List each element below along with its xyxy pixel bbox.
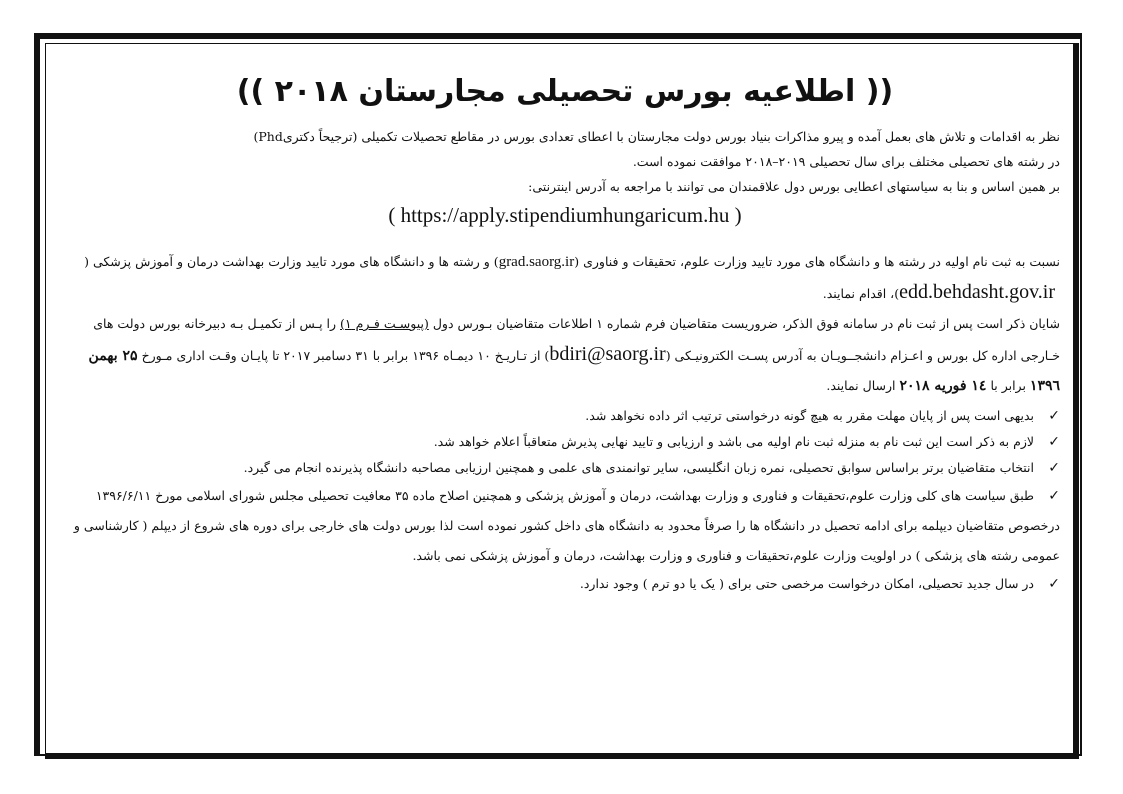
note-item: ✓لازم به ذکر است این ثبت نام به منزله ثبت نام اولیه می باشد و ارزیابی و تایید نهایی پذیرش متعاقباً اعلام خواهد شد. bbox=[70, 429, 1060, 455]
deadline-date-gregorian: ۱٤ فوریه ۲۰۱۸ bbox=[899, 378, 987, 394]
email-address[interactable]: bdiri@saorg.ir bbox=[549, 343, 666, 365]
deadline-date-persian: ۲۵ بهمن ۱۳۹٦ bbox=[88, 348, 1060, 394]
registration-text-3: )، اقدام نمایند. bbox=[822, 286, 900, 301]
submission-text-3: ) از تـاریـخ ۱۰ دیمـاه ۱۳۹۶ برابر با ۳۱ دسامبر ۲۰۱۷ تا پایـان وقـت اداری مـورخ bbox=[141, 348, 550, 363]
notes-list bbox=[70, 403, 1060, 597]
submission-text-1: شایان ذکر است پس از ثبت نام در سامانه فوق الذکر، ضروریست متقاضیان فرم شماره ۱ اطلاعات متقاضیان بـورس دول bbox=[432, 316, 1060, 331]
announcement-title: (( اطلاعیه بورس تحصیلی مجارستان ۲۰۱۸ )) bbox=[236, 74, 894, 109]
check-mark-icon: ✓ bbox=[1048, 576, 1060, 592]
check-mark-icon: ✓ bbox=[1048, 434, 1060, 450]
submission-text-2: را پـس از تکمیـل بـه دبیرخانه بورس دولت های خـارجی اداره کل بورس و اعـزام دانشجــویـان به آدرس پسـت الکترونیـکی ( bbox=[93, 316, 1060, 363]
intro-line-3: بر همین اساس و بنا به سیاستهای اعطایی بورس دول علاقمندان می توانند با مراجعه به آدرس اینترنتی: bbox=[528, 179, 1060, 194]
intro-line-2: در رشته های تحصیلی مختلف برای سال تحصیلی ۲۰۱۹–۲۰۱۸ موافقت نموده است. bbox=[632, 154, 1060, 169]
registration-text-1: نسبت به ثبت نام اولیه در رشته ها و دانشگاه های مورد تایید وزارت علوم، تحقیقات و فناوری ( bbox=[574, 254, 1060, 269]
note-item: ✓انتخاب متقاضیان برتر براساس سوابق تحصیلی، نمره زبان انگلیسی، سایر توانمندی های علمی و همچنین ارزیابی مصاحبه دانشگاه پذیرنده انجام می گیرد. bbox=[70, 455, 1060, 481]
form-1-attachment-link[interactable]: (پیوسـت فـرم ۱) bbox=[340, 316, 429, 331]
check-mark-icon: ✓ bbox=[1048, 460, 1060, 476]
note-item: ✓طبق سیاست های کلی وزارت علوم،تحقیقات و فناوری و وزارت بهداشت، درمان و آموزش پزشکی و همچنین اصلاح ماده ۳۵ معافیت تحصیلی مجلس شورای اسلامی مورخ ۱۳۹۶/۶/۱۱ درخصوص متقاضیان دیپلمه برای ادامه تحصیل در دانشگاه ها را صرفاً محدود به دانشگاه های داخل کشور نموده است لذا بورس دولت های خارجی برای دوره های شروع از دیپلم ( کارشناسی و عمومی رشته های پزشکی ) در اولویت وزارت علوم،تحقیقات و فناوری و وزارت بهداشت، درمان و آموزش پزشکی نمی باشد. bbox=[70, 481, 1060, 571]
submission-paragraph bbox=[70, 309, 1060, 401]
registration-paragraph bbox=[70, 245, 1060, 309]
intro-line-1: نظر به اقدامات و تلاش های بعمل آمده و پیرو مذاکرات بنیاد بورس دولت مجارستان با اعطای تعدادی بورس در مقاطع تحصیلات تکمیلی (ترجیحاً دکتریPhd) bbox=[253, 129, 1060, 144]
application-url[interactable]: ( https://apply.stipendiumhungaricum.hu ) bbox=[388, 203, 742, 227]
submission-text-5: ارسال نمایند. bbox=[826, 378, 896, 393]
check-mark-icon: ✓ bbox=[1048, 488, 1060, 504]
note-item: ✓بدیهی است پس از پایان مهلت مقرر به هیچ گونه درخواستی ترتیب اثر داده نخواهد شد. bbox=[70, 403, 1060, 429]
note-item: ✓در سال جدید تحصیلی، امکان درخواست مرخصی حتی برای ( یک یا دو ترم ) وجود ندارد. bbox=[70, 571, 1060, 597]
announcement-content bbox=[70, 70, 1060, 597]
grad-site-link[interactable]: grad.saorg.ir bbox=[498, 254, 575, 270]
behdasht-site-link[interactable]: edd.behdasht.gov.ir bbox=[899, 281, 1060, 303]
submission-text-4: برابر با bbox=[990, 378, 1026, 393]
registration-text-2: ) و رشته ها و دانشگاه های مورد تایید وزارت بهداشت درمان و آموزش پزشکی ( bbox=[84, 254, 499, 269]
check-mark-icon: ✓ bbox=[1048, 408, 1060, 424]
